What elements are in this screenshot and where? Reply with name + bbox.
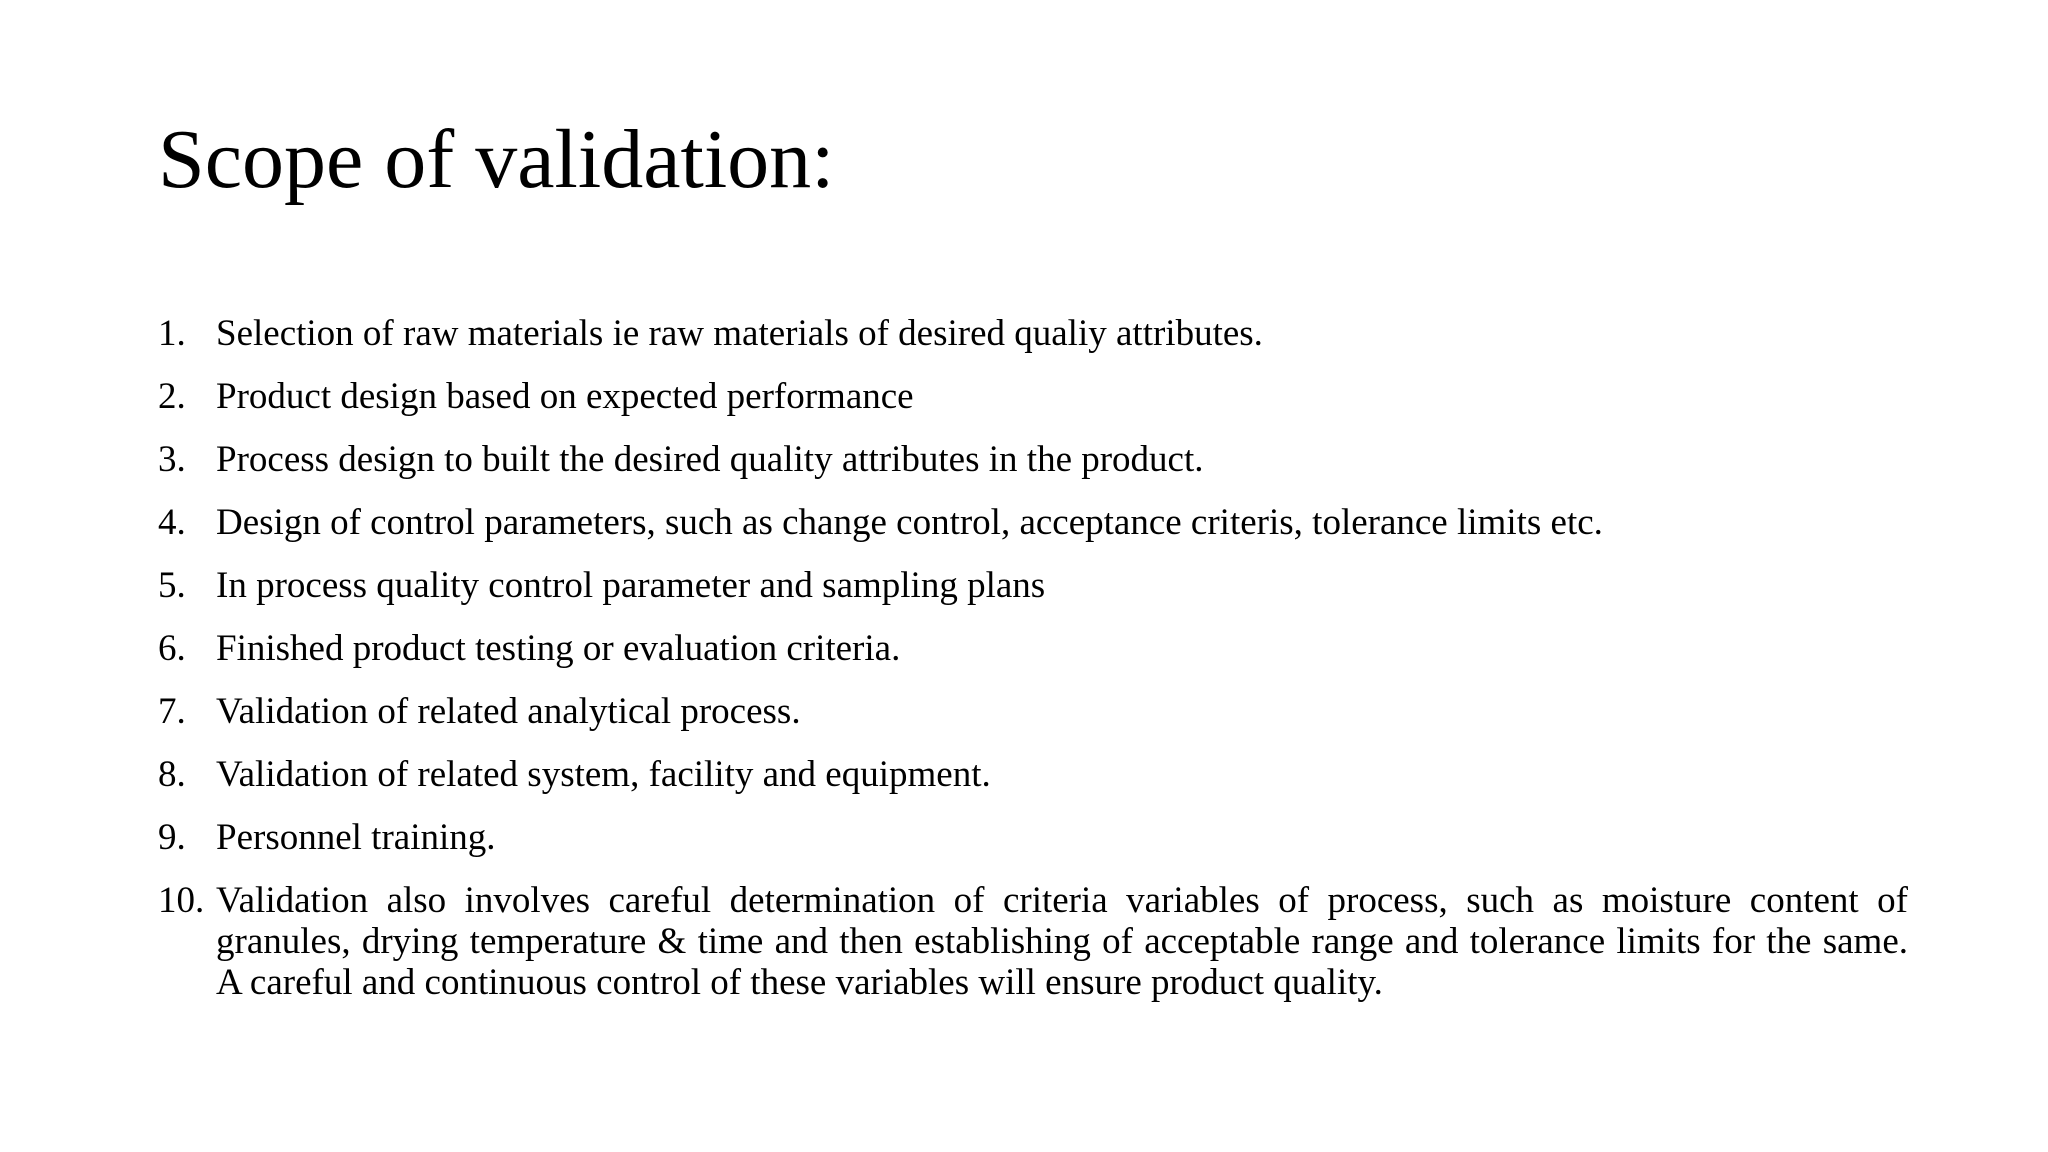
list-item-text: Validation also involves careful determination of criteria variables of process, such as moisture content of granules, drying temperature & time and then establishing of acceptable range and tolerance limits for the same. A careful and continuous control of these variables will ensure product quality. [216,880,1908,1003]
list-item-text: Finished product testing or evaluation criteria. [216,628,901,669]
slide-title: Scope of validation: [158,113,835,206]
list-item-number: 5. [158,565,186,606]
list-item-number: 7. [158,691,186,732]
list-item [158,313,1908,354]
list-item [158,376,1908,417]
list-item-text: Selection of raw materials ie raw materials of desired qualiy attributes. [216,313,1263,354]
list-item-text: Personnel training. [216,817,496,858]
list-item-text: Product design based on expected performance [216,376,914,417]
list-item [158,439,1908,480]
list-item [158,565,1908,606]
list-item [158,817,1908,858]
list-item-text: Validation of related system, facility and equipment. [216,754,991,795]
list-item-number: 3. [158,439,186,480]
list-item-number: 9. [158,817,186,858]
list-item [158,691,1908,732]
list-item-number: 6. [158,628,186,669]
list-item [158,502,1908,543]
list-item-number: 10. [158,880,205,921]
list-item-number: 8. [158,754,186,795]
list-item-number: 2. [158,376,186,417]
list-item-text: Validation of related analytical process. [216,691,801,732]
list-item-text: Design of control parameters, such as change control, acceptance criteris, tolerance limits etc. [216,502,1603,543]
list-item-number: 1. [158,313,186,354]
list-item [158,880,1908,1003]
list-item-text: In process quality control parameter and sampling plans [216,565,1046,606]
list-item [158,628,1908,669]
list-item-text: Process design to built the desired quality attributes in the product. [216,439,1204,480]
list-item-number: 4. [158,502,186,543]
list-item [158,754,1908,795]
scope-list [158,313,1908,1025]
